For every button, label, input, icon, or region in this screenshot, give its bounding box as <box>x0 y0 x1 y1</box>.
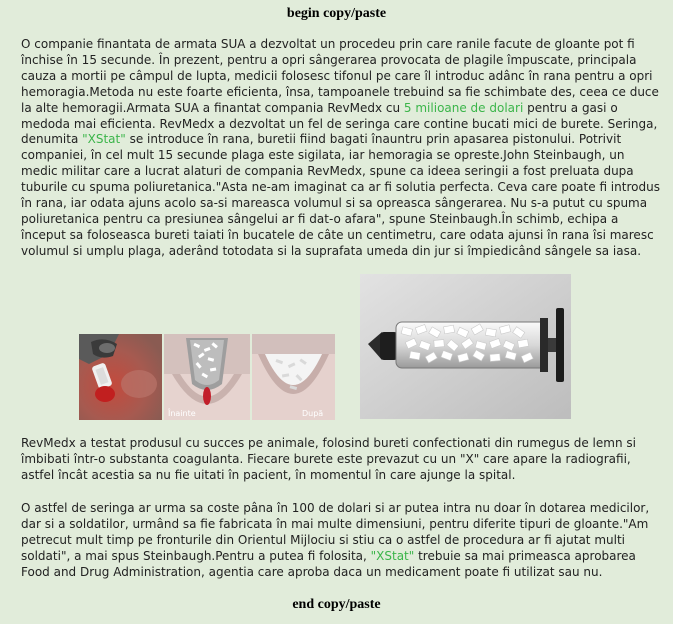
diagram-before-image <box>164 334 250 420</box>
paragraph-text: O companie finantata de armata SUA a dezvoltat un procedeu prin care ranile facute de gloante pot fi închise în 15 secunde. În prezent, pentru a opri sângerarea provocata de plagile împuscate, principala cauza a mortii pe câmpul de lupta, medicii folosesc tifonul pe care îl introduc adânc în rana pentru a opri hemoragia.Metoda nu este foarte eficienta, însa, tampoanele trebuind sa fie schimbate des, ceea ce duce la alte hemoragii.Armata SUA a finantat compania RevMedx cu <box>21 37 659 115</box>
article-paragraph-2: RevMedx a testat produsul cu succes pe animale, folosind bureti confectionati din rumegus de lemn si îmbibati într-o substanta coagulanta. Fiecare burete este prevazut cu un "X" care apare la radiografii, astfel încât acestia sa nu fie uitati în pacient, în momentul în care ajunge la spital. <box>21 436 636 482</box>
page-title-end: end copy/paste <box>292 597 381 612</box>
paragraph-text: pentru a gasi o medoda mai eficienta. RevMedx a dezvoltat un fel de seringa care contine bucati mici de burete. Seringa, denumita <box>21 100 658 147</box>
syringe-photo <box>360 274 571 419</box>
diagram-after-label: După <box>302 409 324 418</box>
wound-photo <box>79 334 162 420</box>
article-paragraph-3 <box>21 501 661 581</box>
page-title-begin: begin copy/paste <box>286 6 387 21</box>
xstat-link[interactable]: "XStat" <box>370 548 415 563</box>
diagram-before-label: Înainte <box>168 409 196 418</box>
paragraph-text: se introduce în rana, buretii fiind bagati înauntru prin apasarea pistonului. Potrivit companiei, în cel mult 15 secunde plaga este sigilata, iar hemoragia se opreste.John Steinbaugh, un medic militar care a lucrat alaturi de compania RevMedx, spune ca ideea seringii a fost preluata dupa tuburile cu spuma poliuretanica."Asta ne-am imaginat ca ar fi solutia perfecta. Ceva care poate fi introdus în rana, iar odata ajuns acolo sa-si mareasca volumul si sa opreasca sângerarea. Nu s-a putut cu spuma poliuretanica pentru ca presiunea sângelui ar fi dat-o afara", spune Steinbaugh.În schimb, echipa a început sa foloseasca bureti taiati în bucatele de câte un centimetru, care odata ajunsi în rana îsi maresc volumul si umplu plaga, aderând totodata si la suprafata umeda din jur si împiedicând sângele sa iasa. <box>21 132 660 258</box>
article-paragraph-1 <box>21 37 661 260</box>
diagram-after-image <box>252 334 335 420</box>
paragraph-text: trebuie sa mai primeasca aprobarea Food and Drug Administration, agentia care aproba daca un medicament poate fi utilizat sau nu. <box>21 548 636 579</box>
paragraph-text: O astfel de seringa ar urma sa coste pâna în 100 de dolari si ar putea intra nu doar în dotarea medicilor, dar si a soldatilor, urmând sa fie fabricata în mai multe dimensiuni, pentru diferite tipuri de gloante."Am petrecut mult timp pe fronturile din Orientul Mijlociu si stiu ca o astfel de procedura ar fi ajutat multi soldati", a mai spus Steinbaugh.Pentru a putea fi folosita, <box>21 501 650 563</box>
xstat-link[interactable]: "XStat" <box>82 132 126 147</box>
amount-link[interactable]: 5 milioane de dolari <box>403 100 524 115</box>
